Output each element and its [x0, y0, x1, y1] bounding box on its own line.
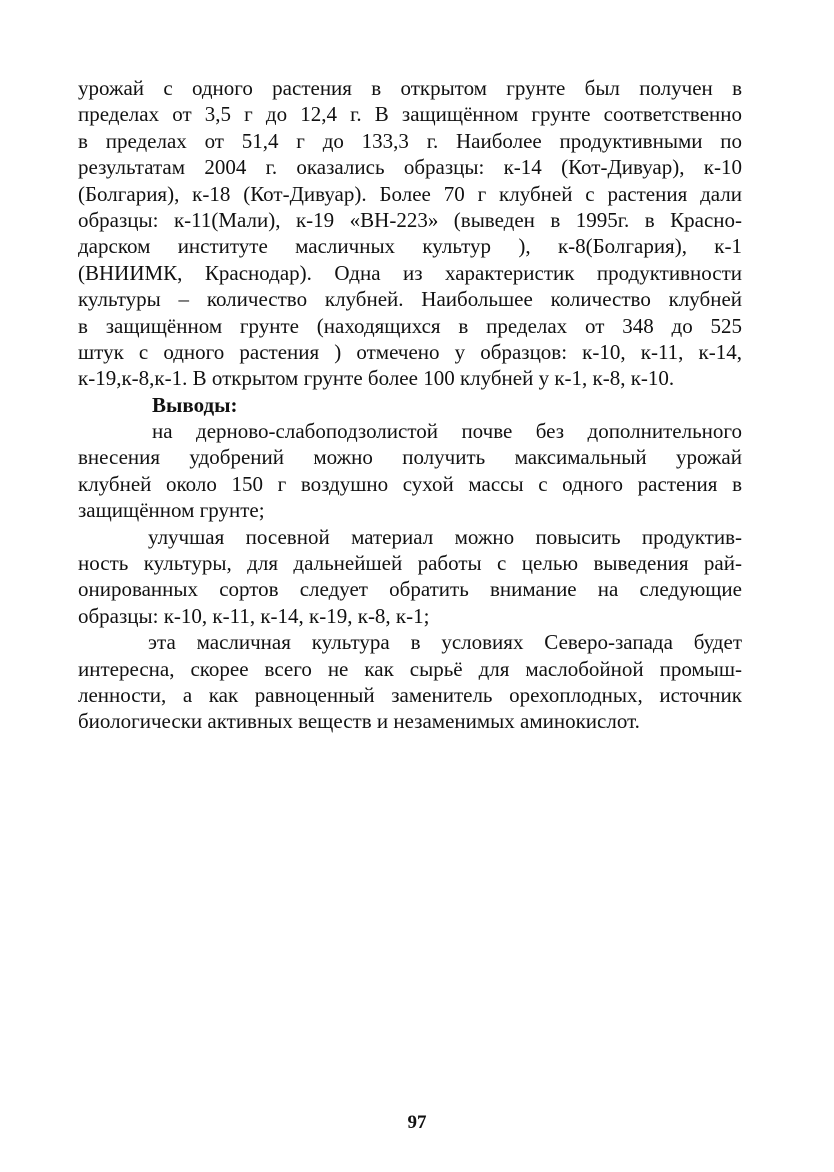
text-line: (ВНИИМК, Краснодар). Одна из характеристик продуктивности: [78, 260, 742, 285]
text-line: интересна, скорее всего не как сырьё для маслобойной промыш-: [78, 656, 742, 681]
text-line: к-19,к-8,к-1. В открытом грунте более 100 клубней у к-1, к-8, к-10.: [78, 366, 675, 391]
text-line: ность культуры, для дальнейшей работы с целью выведения рай-: [78, 551, 742, 576]
text-line: образцы: к-10, к-11, к-14, к-19, к-8, к-1;: [78, 603, 430, 628]
text-line: урожай с одного растения в открытом грунте был получен в: [78, 76, 742, 100]
text-line: в пределах от 51,4 г до 133,3 г. Наиболее продуктивными по: [78, 128, 742, 153]
text-line: ленности, а как равноценный заменитель орехоплодных, источник: [78, 682, 742, 707]
text-line: биологически активных веществ и незаменимых аминокислот.: [78, 709, 640, 734]
conclusion-item-3: [78, 629, 742, 735]
conclusion-item-2: [78, 524, 742, 630]
text-line: культуры – количество клубней. Наибольшее количество клубней: [78, 287, 742, 312]
text-line: клубней около 150 г воздушно сухой массы с одного растения в: [78, 471, 742, 496]
conclusions-heading: Выводы:: [152, 392, 238, 417]
text-line: пределах от 3,5 г до 12,4 г. В защищённом грунте соответственно: [78, 102, 742, 127]
paragraph-yield-results: [78, 75, 742, 392]
text-line: (Болгария), к-18 (Кот-Дивуар). Более 70 г клубней с растения дали: [78, 181, 742, 206]
page-number: 97: [407, 1112, 427, 1133]
text-line: онированных сортов следует обратить внимание на следующие: [78, 577, 742, 602]
page-body-text: [78, 75, 742, 735]
text-line: внесения удобрений можно получить максимальный урожай: [78, 445, 742, 470]
text-line: в защищённом грунте (находящихся в пределах от 348 до 525: [78, 313, 742, 338]
conclusion-item-1: [78, 418, 742, 524]
text-line: дарском институте масличных культур ), к-8(Болгария), к-1: [78, 234, 742, 259]
text-line: защищённом грунте;: [78, 498, 265, 523]
text-line: на дерново-слабоподзолистой почве без дополнительного: [152, 419, 742, 444]
text-line: эта масличная культура в условиях Северо-запада будет: [148, 630, 742, 655]
text-line: результатам 2004 г. оказались образцы: к-14 (Кот-Дивуар), к-10: [78, 155, 742, 180]
text-line: штук с одного растения ) отмечено у образцов: к-10, к-11, к-14,: [78, 339, 742, 364]
text-line: образцы: к-11(Мали), к-19 «ВН-223» (выведен в 1995г. в Красно-: [78, 207, 742, 232]
text-line: улучшая посевной материал можно повысить продуктив-: [148, 524, 742, 549]
